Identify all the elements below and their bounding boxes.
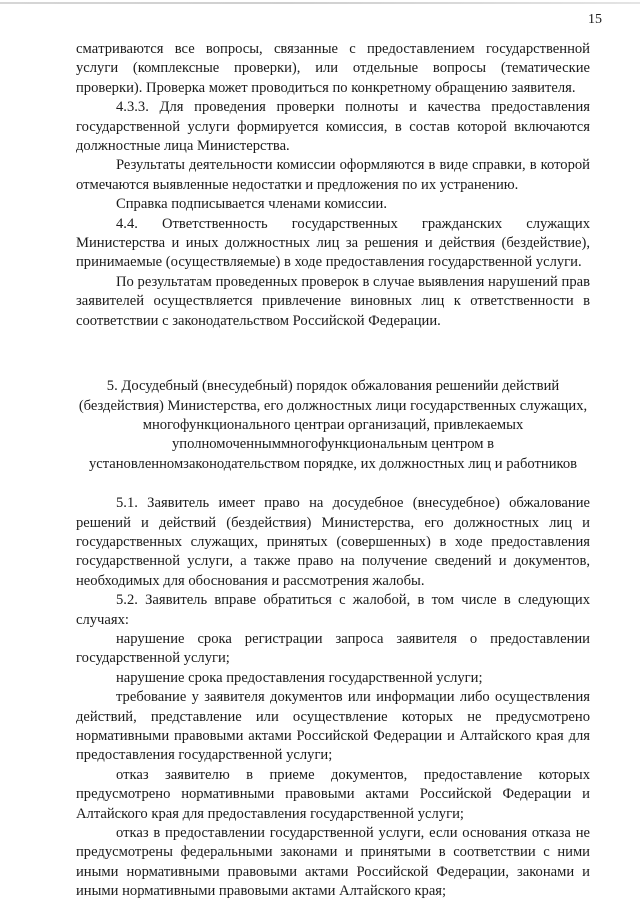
paragraph-continuation: смaтриваются все вопросы, связанные с предоставлением государственной услуги (комплексные проверки), или отдельные вопросы (тематические проверки). Проверка может проводиться по конкретному обращению заявителя. — [76, 41, 590, 96]
paragraph-inspection-results: По результатам проведенных проверок в случае выявления нарушений прав заявителей осуществляется привлечение виновных лиц к ответственности в соответствии с законодательством Российской Федерации. — [76, 273, 590, 329]
paragraph-5-1: 5.1. Заявитель имеет право на досудебное (внесудебное) обжалование решений и действий (бездействия) Министерства, его должностных лиц и государственных служащих, принятых (совершенных) в ходе предоставления государственной услуги, а также право на получение сведений и документов, необходимых для обоснования и рассмотрения жалобы. — [76, 495, 590, 589]
list-item-service-deadline-violation: нарушение срока предоставления государственной услуги; — [116, 669, 483, 686]
paragraph-commission-results: Результаты деятельности комиссии оформляются в виде справки, в которой отмечаются выявленные недостатки и предложения по их устранению. — [76, 157, 590, 193]
list-item-service-refusal: отказ в предоставлении государственной услуги, если основания отказа не предусмотрены федеральными законами и принятыми в соответствии с ними иными нормативными правовыми актами Российской Федерации, законами и иными нормативными правовыми актами Алтайского края; — [76, 825, 590, 900]
list-item-extra-documents-demand: требование у заявителя документов или информации либо осуществления действий, представление или осуществление которых не предусмотрено нормативными правовыми актами Российской Федерации и Алтайского края для предоставления государственной услуги; — [76, 689, 590, 764]
paragraph-5-2: 5.2. Заявитель вправе обратиться с жалобой, в том числе в следующих случаях: — [76, 592, 590, 628]
document-body — [76, 40, 590, 902]
paragraph-4-4: 4.4. Ответственность государственных гражданских служащих Министерства и иных должностных лиц за решения и действия (бездействие), принимаемые (осуществляемые) в ходе предоставления государственной услуги. — [76, 215, 590, 271]
section-5-heading: 5. Досудебный (внесудебный) порядок обжалования решенийи действий (бездействия) Министерства, его должностных лици государственных служащих, многофункционального центраи организаций, привлекаемых уполномоченныммногофункциональным центром в установленномзаконодательством порядке, их должностных лиц и работников — [78, 378, 588, 472]
scan-top-edge — [0, 2, 640, 4]
paragraph-certificate-signed: Справка подписывается членами комиссии. — [116, 196, 387, 213]
list-item-document-rejection: отказ заявителю в приеме документов, предоставление которых предусмотрено нормативными правовыми актами Российской Федерации и Алтайского края для предоставления государственной услуги; — [76, 766, 590, 822]
page-number: 15 — [588, 12, 602, 27]
list-item-registration-violation: нарушение срока регистрации запроса заявителя о предоставлении государственной услуги; — [76, 630, 590, 667]
paragraph-4-3-3: 4.3.3. Для проведения проверки полноты и качества предоставления государственной услуги формируется комиссия, в состав которой включаются должностные лица Министерства. — [76, 99, 590, 155]
